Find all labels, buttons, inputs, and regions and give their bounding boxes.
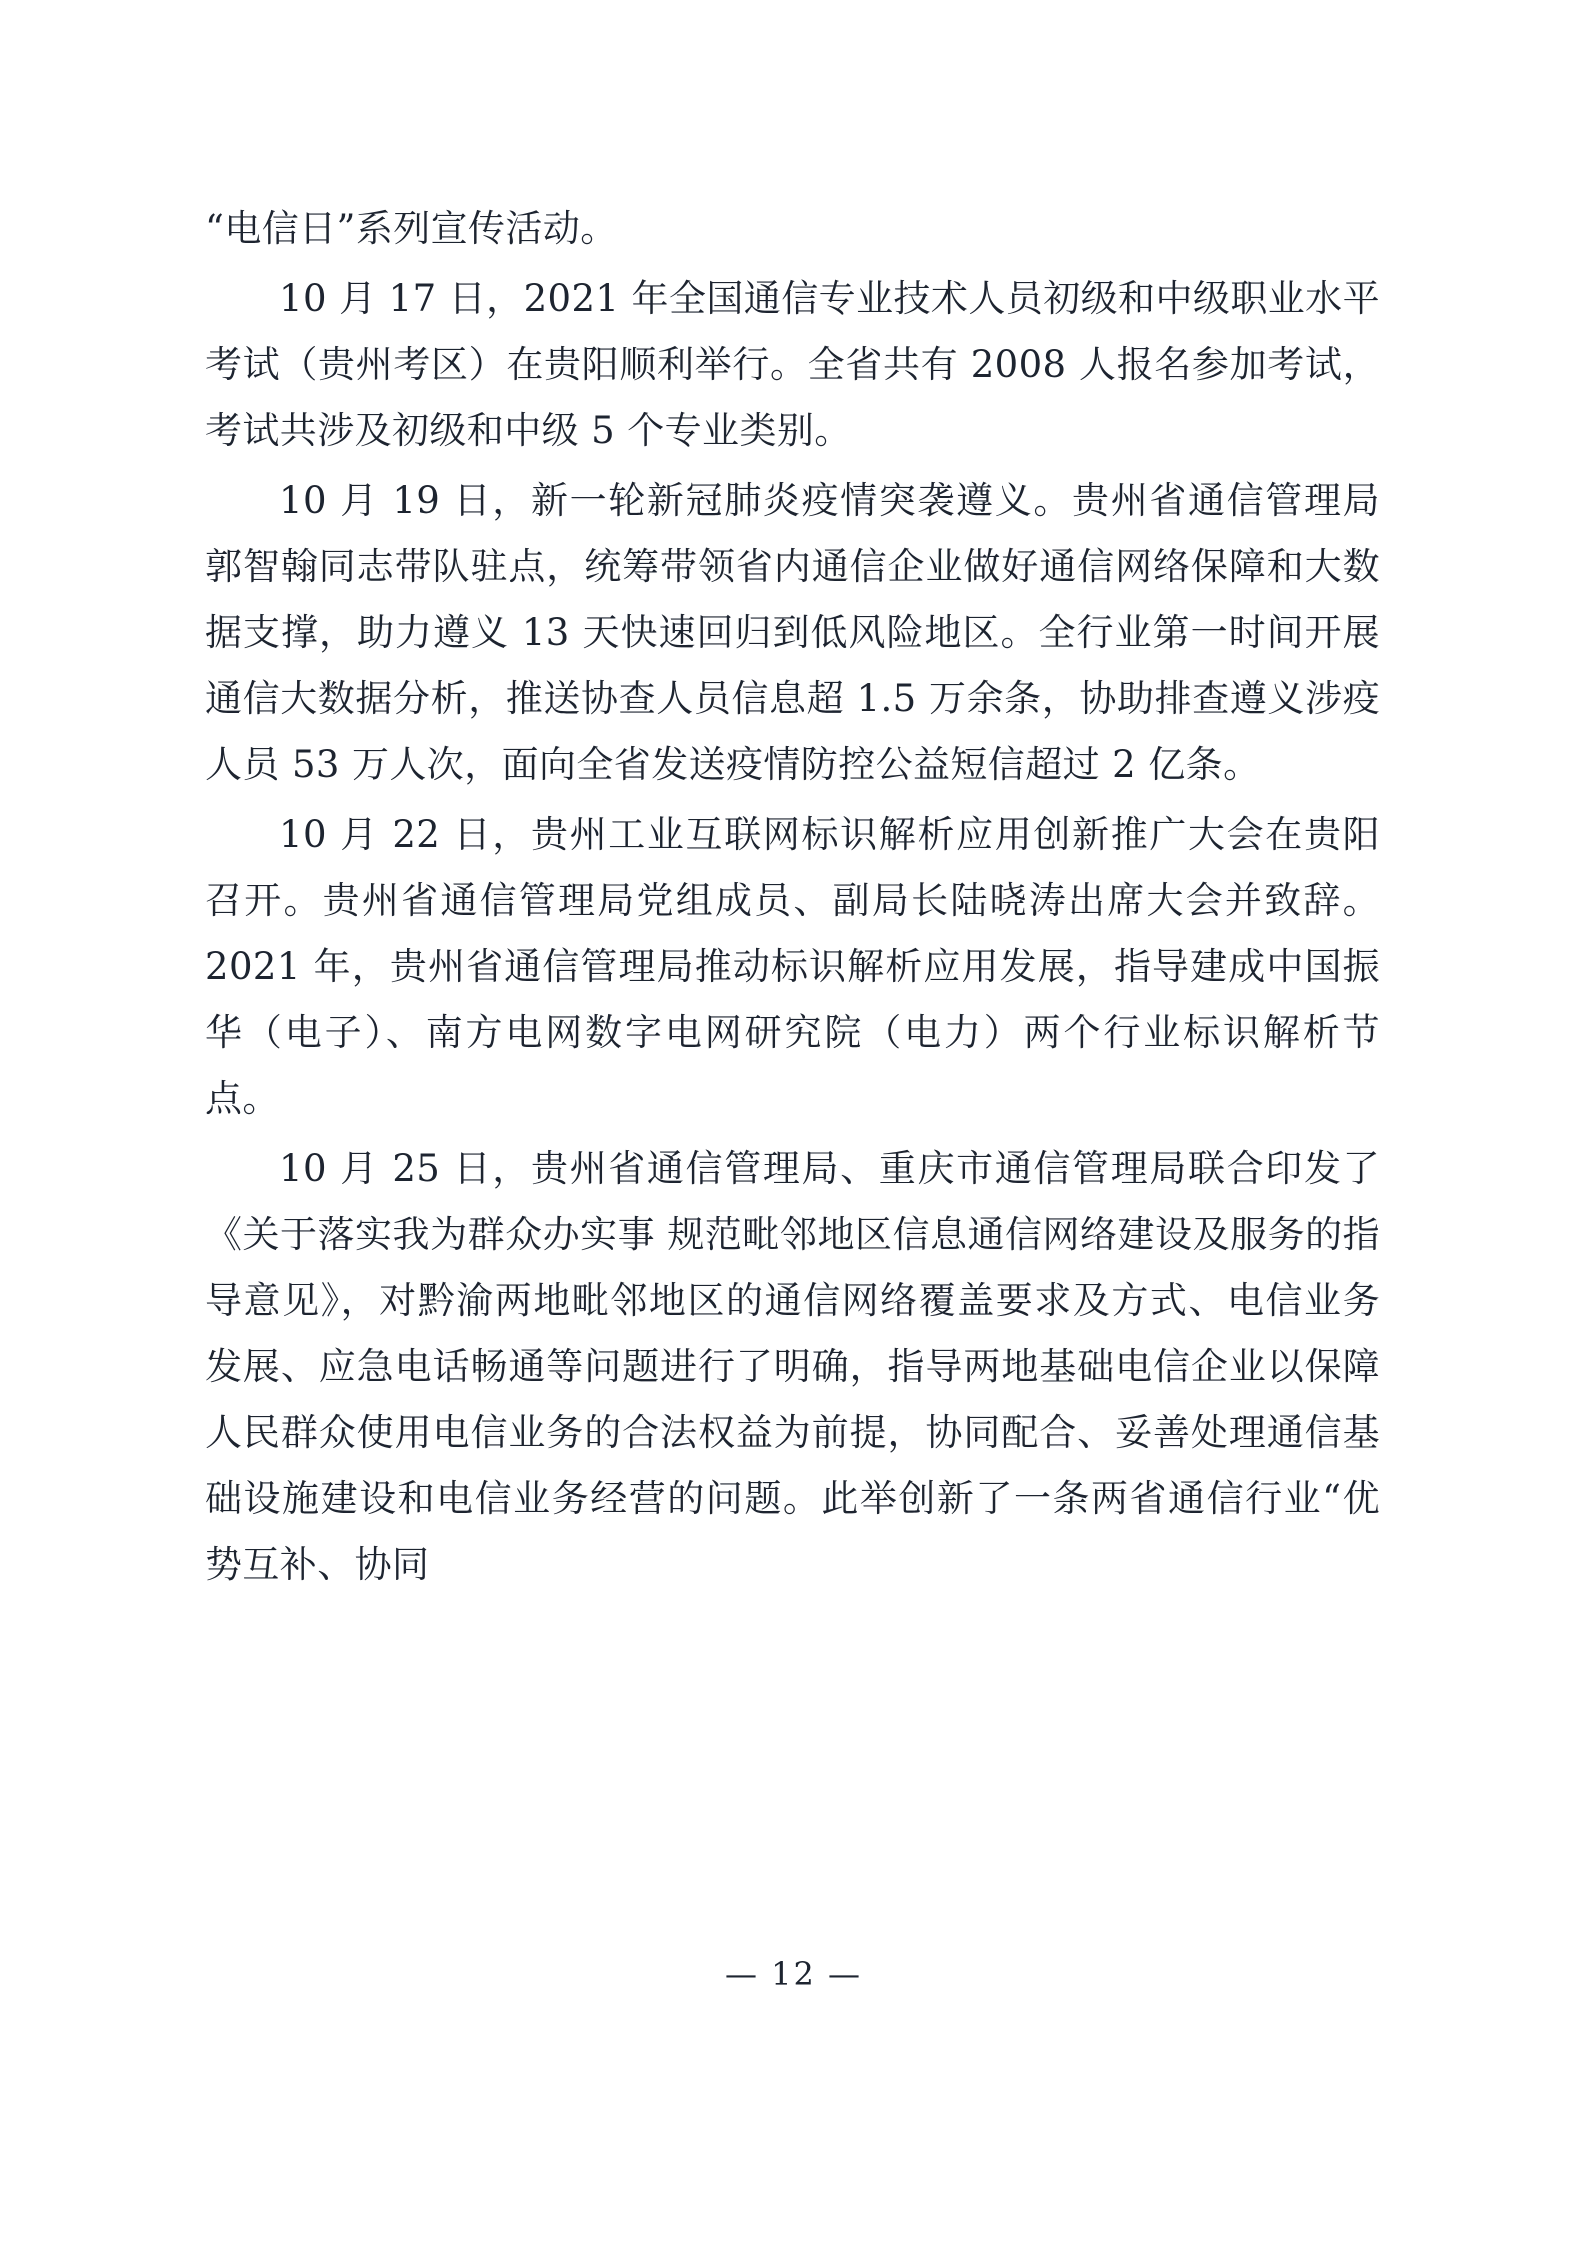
- document-body: [205, 196, 1380, 1602]
- page-number: — 12 —: [724, 1955, 863, 1993]
- paragraph: “电信日”系列宣传活动。: [205, 207, 618, 250]
- page-footer: [0, 1955, 1587, 1993]
- paragraph: 10 月 25 日，贵州省通信管理局、重庆市通信管理局联合印发了《关于落实我为群众办实事 规范毗邻地区信息通信网络建设及服务的指导意见》，对黔渝两地毗邻地区的通信网络覆盖要求及方式、电信业务发展、应急电话畅通等问题进行了明确，指导两地基础电信企业以保障人民群众使用电信业务的合法权益为前提，协同配合、妥善处理通信基础设施建设和电信业务经营的问题。此举创新了一条两省通信行业“优势互补、协同: [205, 1147, 1380, 1586]
- paragraph: 10 月 22 日，贵州工业互联网标识解析应用创新推广大会在贵阳召开。贵州省通信管理局党组成员、副局长陆晓涛出席大会并致辞。2021 年，贵州省通信管理局推动标识解析应用发展，指导建成中国振华（电子）、南方电网数字电网研究院（电力）两个行业标识解析节点。: [205, 813, 1380, 1120]
- paragraph: 10 月 19 日，新一轮新冠肺炎疫情突袭遵义。贵州省通信管理局郭智翰同志带队驻点，统筹带领省内通信企业做好通信网络保障和大数据支撑，助力遵义 13 天快速回归到低风险地区。全行业第一时间开展通信大数据分析，推送协查人员信息超 1.5 万余条，协助排查遵义涉疫人员 53 万人次，面向全省发送疫情防控公益短信超过 2 亿条。: [205, 479, 1380, 786]
- paragraph: 10 月 17 日，2021 年全国通信专业技术人员初级和中级职业水平考试（贵州考区）在贵阳顺利举行。全省共有 2008 人报名参加考试，考试共涉及初级和中级 5 个专业类别。: [205, 277, 1380, 452]
